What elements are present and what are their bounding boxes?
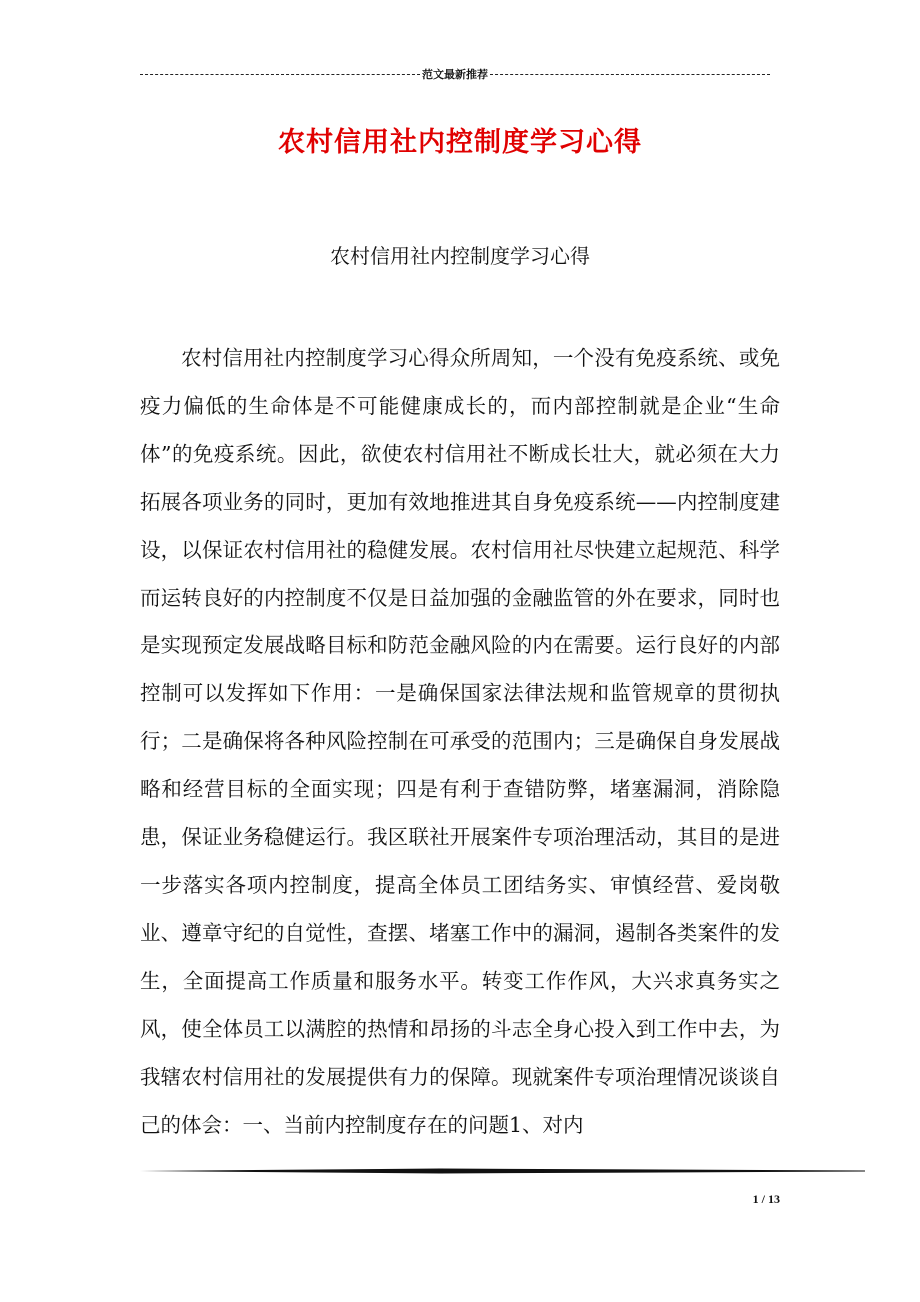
document-subtitle: 农村信用社内控制度学习心得	[330, 244, 590, 268]
footer-rule	[140, 1168, 865, 1174]
page-header	[140, 66, 770, 82]
header-label: 范文最新推荐	[422, 68, 488, 81]
body-paragraph: 农村信用社内控制度学习心得众所周知，一个没有免疫系统、或免疫力偏低的生命体是不可能健康成长的，而内部控制就是企业“生命体”的免疫系统。因此，欲使农村信用社不断成长壮大，就必须在大力拓展各项业务的同时，更加有效地推进其自身免疫系统——内控制度建设，以保证农村信用社的稳健发展。农村信用社尽快建立起规范、科学而运转良好的内控制度不仅是日益加强的金融监管的外在要求，同时也是实现预定发展战略目标和防范金融风险的内在需要。运行良好的内部控制可以发挥如下作用：一是确保国家法律法规和监管规章的贯彻执行；二是确保将各种风险控制在可承受的范围内；三是确保自身发展战略和经营目标的全面实现；四是有利于查错防弊，堵塞漏洞，消除隐患，保证业务稳健运行。我区联社开展案件专项治理活动，其目的是进一步落实各项内控制度，提高全体员工团结务实、审慎经营、爱岗敬业、遵章守纪的自觉性，查摆、堵塞工作中的漏洞，遏制各类案件的发生，全面提高工作质量和服务水平。转变工作作风，大兴求真务实之风，使全体员工以满腔的热情和昂扬的斗志全身心投入到工作中去，为我辖农村信用社的发展提供有力的保障。现就案件专项治理情况谈谈自己的体会：一、当前内控制度存在的问题1、对内	[140, 346, 780, 1137]
header-dash-right	[490, 74, 770, 75]
document-title: 农村信用社内控制度学习心得	[278, 127, 642, 158]
header-dash-left	[140, 74, 420, 75]
page-number: 1 / 13	[752, 1192, 780, 1206]
